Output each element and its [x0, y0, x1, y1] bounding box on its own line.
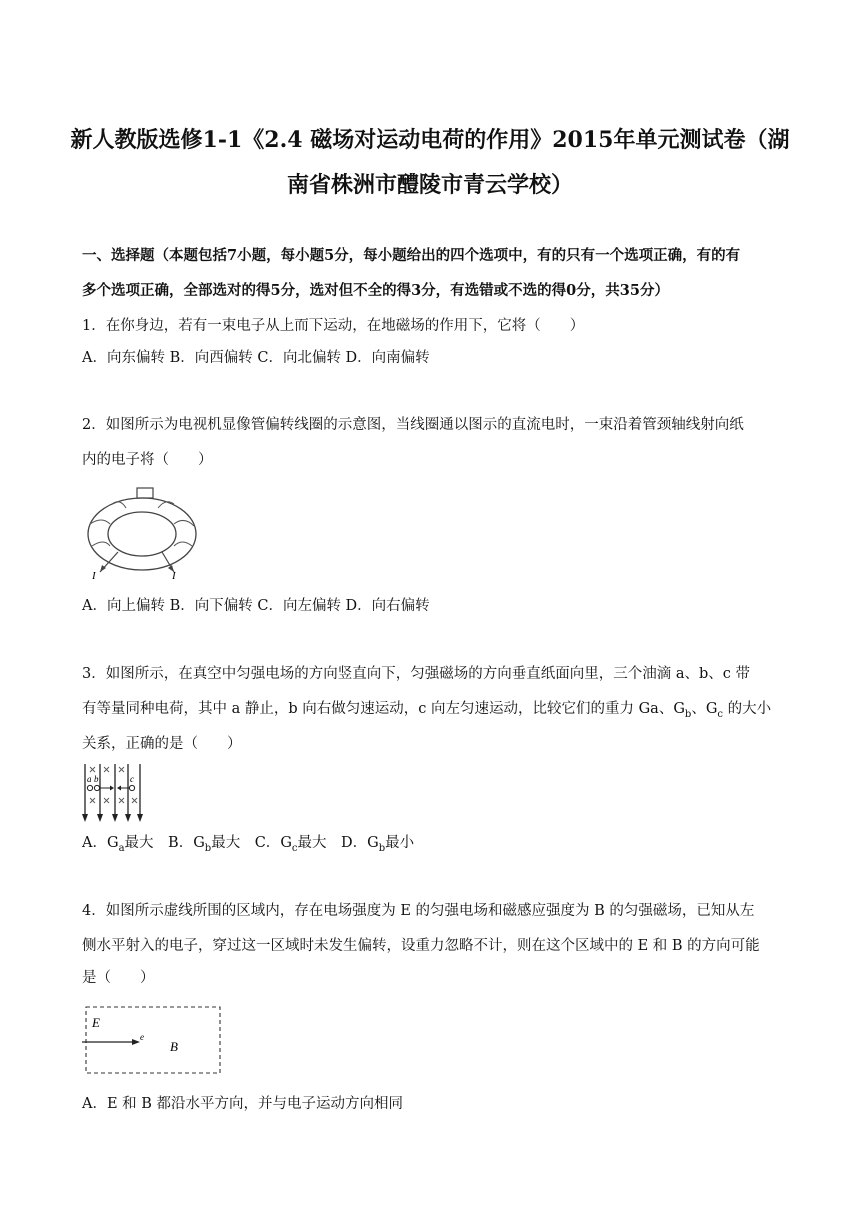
section-heading-line1: 一、选择题（本题包括7小题，每小题5分，每小题给出的四个选项中，有的只有一个选项正确，有的有 — [82, 247, 741, 264]
deflection-coil-figure — [82, 486, 200, 582]
oil-drop-field-figure — [82, 762, 144, 824]
q3-option-a-sub: a — [118, 842, 125, 854]
q3-option-b-sub: b — [204, 842, 212, 854]
q3-option-b-g: G — [193, 835, 205, 851]
coil-current-label-left: I — [92, 570, 96, 582]
q3-option-c-g: G — [280, 835, 292, 851]
q1-options: A．向东偏转 B．向西偏转 C．向北偏转 D．向南偏转 — [82, 350, 430, 366]
q4-option-a: A．E 和 B 都沿水平方向，并与电子运动方向相同 — [82, 1096, 404, 1112]
q2-stem-line2: 内的电子将（ ） — [82, 452, 213, 468]
q3-option-c-sub: c — [291, 842, 298, 854]
q3-option-c-prefix: C． — [254, 835, 281, 851]
field-region-figure — [82, 1002, 224, 1078]
q4-stem-line3: 是（ ） — [82, 970, 155, 986]
drop-c-label: c — [130, 774, 134, 784]
q3-options — [82, 833, 782, 853]
drop-b-label: b — [94, 774, 99, 784]
q3-stem-gb-sub: b — [684, 708, 692, 720]
q3-option-d-sub: b — [378, 842, 386, 854]
q3-stem-sep: 、 — [691, 701, 706, 717]
q2-options: A．向上偏转 B．向下偏转 C．向左偏转 D．向右偏转 — [82, 598, 430, 614]
section-heading-line2: 多个选项正确，全部选对的得5分，选对但不全的得3分，有选错或不选的得0分，共35分） — [82, 282, 669, 299]
electron-label: e — [140, 1032, 144, 1042]
q3-stem-line2 — [82, 699, 782, 719]
q4-stem-line2: 侧水平射入的电子，穿过这一区域时未发生偏转，设重力忽略不计，则在这个区域中的 E 和 B 的方向可能 — [82, 938, 760, 954]
q3-option-d-g: G — [367, 835, 379, 851]
exam-title-line1: 新人教版选修1-1《2.4 磁场对运动电荷的作用》2015年单元测试卷（湖 — [70, 127, 790, 153]
q3-stem-line1: 3．如图所示，在真空中匀强电场的方向竖直向下，匀强磁场的方向垂直纸面向里，三个油滴 a、b、c 带 — [82, 666, 750, 682]
q3-stem-line2-main: 有等量同种电荷，其中 a 静止，b 向右做匀速运动，c 向左匀速运动，比较它们的重力 Ga、 — [82, 701, 674, 717]
q3-option-d-prefix: D． — [341, 835, 368, 851]
q3-stem-gc: G — [705, 701, 718, 717]
field-e-label: E — [92, 1015, 100, 1030]
exam-title-line2: 南省株洲市醴陵市青云学校） — [286, 172, 573, 198]
q3-option-d-text: 最小 — [385, 835, 415, 851]
q3-stem-gc-sub: c — [717, 708, 724, 720]
q4-stem-line1: 4．如图所示虚线所围的区域内，存在电场强度为 E 的匀强电场和磁感应强度为 B 的匀强磁场，已知从左 — [82, 903, 755, 919]
q3-stem-gb: G — [673, 701, 685, 717]
q3-option-a-g: G — [106, 835, 119, 851]
q3-option-a-text: 最大 — [124, 835, 169, 851]
q3-option-c-text: 最大 — [297, 835, 342, 851]
q3-stem-line2-tail: 的大小 — [723, 701, 772, 717]
field-b-label: B — [170, 1039, 178, 1054]
q3-stem-line3: 关系，正确的是（ ） — [82, 736, 242, 752]
q3-option-b-prefix: B． — [168, 835, 194, 851]
coil-current-label-right: I — [172, 570, 176, 582]
q1-stem: 1．在你身边，若有一束电子从上而下运动，在地磁场的作用下，它将（ ） — [82, 318, 585, 334]
drop-a-label: a — [87, 774, 92, 784]
q2-stem-line1: 2．如图所示为电视机显像管偏转线圈的示意图，当线圈通以图示的直流电时，一束沿着管颈轴线射向纸 — [82, 417, 744, 433]
q3-option-a-prefix: A． — [82, 835, 107, 851]
q3-option-b-text: 最大 — [211, 835, 255, 851]
